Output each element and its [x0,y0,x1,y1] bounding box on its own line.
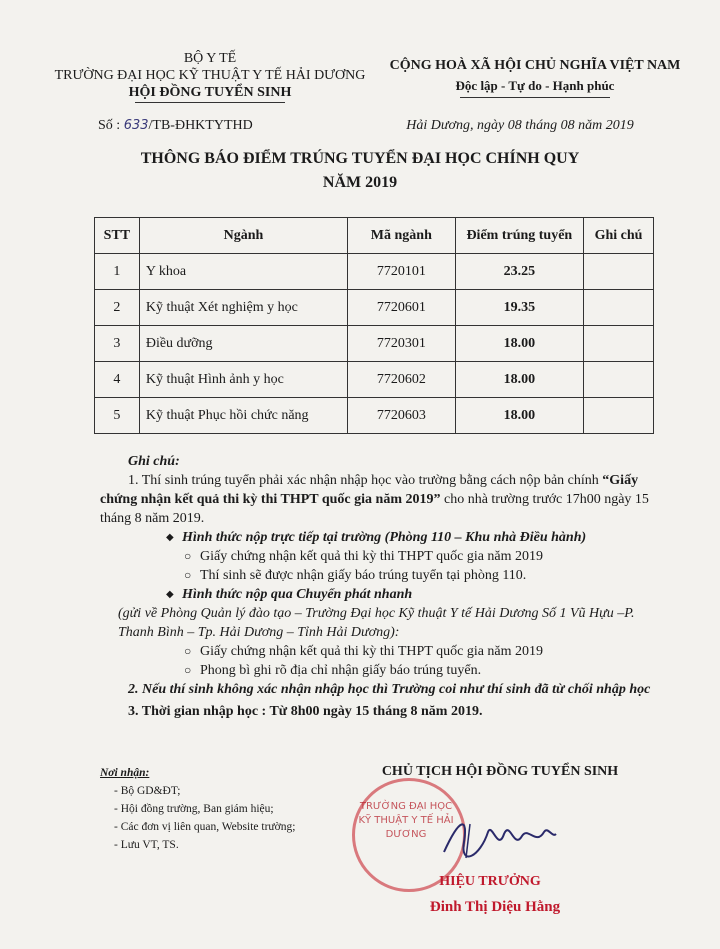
country-name: CỘNG HOÀ XÃ HỘI CHỦ NGHĨA VIỆT NAM [389,58,681,73]
recipient-item: - Bộ GD&ĐT; [114,785,181,797]
recipient-item: - Lưu VT, TS. [114,839,179,851]
cell-score: 23.25 [455,254,583,290]
cell-stt: 4 [95,362,140,398]
note-paragraph-2: 2. Nếu thí sinh không xác nhận nhập học thì Trường coi như thí sinh đã từ chối nhập học [128,682,651,697]
note-1-text-c: cho nhà trường trước 17h00 ngày 15 tháng 8 năm 2019. [100,492,649,526]
issue-date: Hải Dương, ngày 08 tháng 08 năm 2019 [406,118,634,133]
document-title [60,147,660,195]
signer-role: CHỦ TỊCH HỘI ĐỒNG TUYỂN SINH [381,764,619,779]
title-line-1: THÔNG BÁO ĐIỂM TRÚNG TUYỂN ĐẠI HỌC CHÍNH QUY [140,150,580,167]
cell-note [584,398,654,434]
cell-note [584,290,654,326]
note-1-certificate: “Giấy chứng nhận kết quả thi kỳ thi THPT quốc gia năm 2019” [100,473,639,507]
table-header-row [95,218,654,254]
cell-score: 19.35 [455,290,583,326]
signer-name: Đinh Thị Diệu Hằng [429,899,561,915]
cell-stt: 5 [95,398,140,434]
cell-major: Điều dưỡng [139,326,347,362]
cell-code: 7720603 [348,398,456,434]
note-1-text-a: 1. Thí sinh trúng tuyển phải xác nhận nhập học vào trường bằng cách nộp bản chính [128,473,603,488]
table-row [95,326,654,362]
national-header [370,56,700,98]
cell-major: Kỹ thuật Xét nghiệm y học [139,290,347,326]
cell-stt: 1 [95,254,140,290]
national-motto: Độc lập - Tự do - Hạnh phúc [455,78,615,93]
method-direct-title: ◆ Hình thức nộp trực tiếp tại trường (Phòng 110 – Khu nhà Điều hành) [166,528,660,547]
cell-code: 7720602 [348,362,456,398]
cell-code: 7720601 [348,290,456,326]
cell-stt: 2 [95,290,140,326]
cell-note [584,326,654,362]
method-courier-item-1: ○ Giấy chứng nhận kết quả thi kỳ thi THPT quốc gia năm 2019 [184,642,660,661]
col-header-code: Mã ngành [348,218,456,254]
doc-number-suffix: /TB-ĐHKTYTHD [148,118,253,133]
header-underline [135,102,285,103]
handwritten-signature [440,812,560,862]
document-number [98,118,253,134]
method-direct-item-2: ○ Thí sinh sẽ được nhận giấy báo trúng tuyển tại phòng 110. [184,566,660,585]
school-name: TRƯỜNG ĐẠI HỌC KỸ THUẬT Y TẾ HẢI DƯƠNG [54,68,366,83]
signer-title: HIỆU TRƯỞNG [439,874,541,889]
col-header-major: Ngành [139,218,347,254]
recipient-item: - Các đơn vị liên quan, Website trường; [114,821,296,833]
motto-underline [460,97,610,98]
note-paragraph-1 [100,471,660,528]
recipients-heading: Nơi nhận: [100,767,150,779]
note-paragraph-3: 3. Thời gian nhập học : Từ 8h00 ngày 15 tháng 8 năm 2019. [128,704,483,719]
cell-stt: 3 [95,326,140,362]
cell-note [584,254,654,290]
title-line-2: NĂM 2019 [322,174,398,191]
col-header-stt: STT [95,218,140,254]
cell-major: Kỹ thuật Phục hồi chức năng [139,398,347,434]
cell-major: Y khoa [139,254,347,290]
col-header-score: Điểm trúng tuyển [455,218,583,254]
ministry-name: BỘ Y TẾ [183,51,237,66]
recipient-item: - Hội đồng trường, Ban giám hiệu; [114,803,274,815]
table-row [95,362,654,398]
courier-address: (gửi về Phòng Quản lý đào tạo – Trường Đại học Kỹ thuật Y tế Hải Dương Số 1 Vũ Hựu –P. Thanh Bình – Tp. Hải Dương – Tỉnh Hải Dương): [118,606,635,640]
col-header-note: Ghi chú [584,218,654,254]
cell-note [584,362,654,398]
method-courier-item-2: ○ Phong bì ghi rõ địa chỉ nhận giấy báo trúng tuyển. [184,661,660,680]
method-courier-title: ◆ Hình thức nộp qua Chuyển phát nhanh [166,585,660,604]
table-row [95,254,654,290]
notes-section [100,452,660,721]
doc-number-label: Số : [98,118,121,133]
cell-score: 18.00 [455,398,583,434]
table-row [95,398,654,434]
cell-code: 7720301 [348,326,456,362]
cell-score: 18.00 [455,326,583,362]
notes-heading: Ghi chú: [128,454,180,469]
stamp-lettering: TRƯỜNG ĐẠI HỌC KỸ THUẬT Y TẾ HẢI DƯƠNG [358,801,454,840]
cell-score: 18.00 [455,362,583,398]
council-name: HỘI ĐỒNG TUYỂN SINH [128,85,292,100]
issuer-header [40,50,380,103]
cell-code: 7720101 [348,254,456,290]
method-direct-item-1: ○ Giấy chứng nhận kết quả thi kỳ thi THPT quốc gia năm 2019 [184,547,660,566]
table-row [95,290,654,326]
admission-scores-table [94,217,654,434]
doc-number-handwritten: 633 [123,118,149,133]
cell-major: Kỹ thuật Hình ảnh y học [139,362,347,398]
recipients-list [100,764,295,854]
